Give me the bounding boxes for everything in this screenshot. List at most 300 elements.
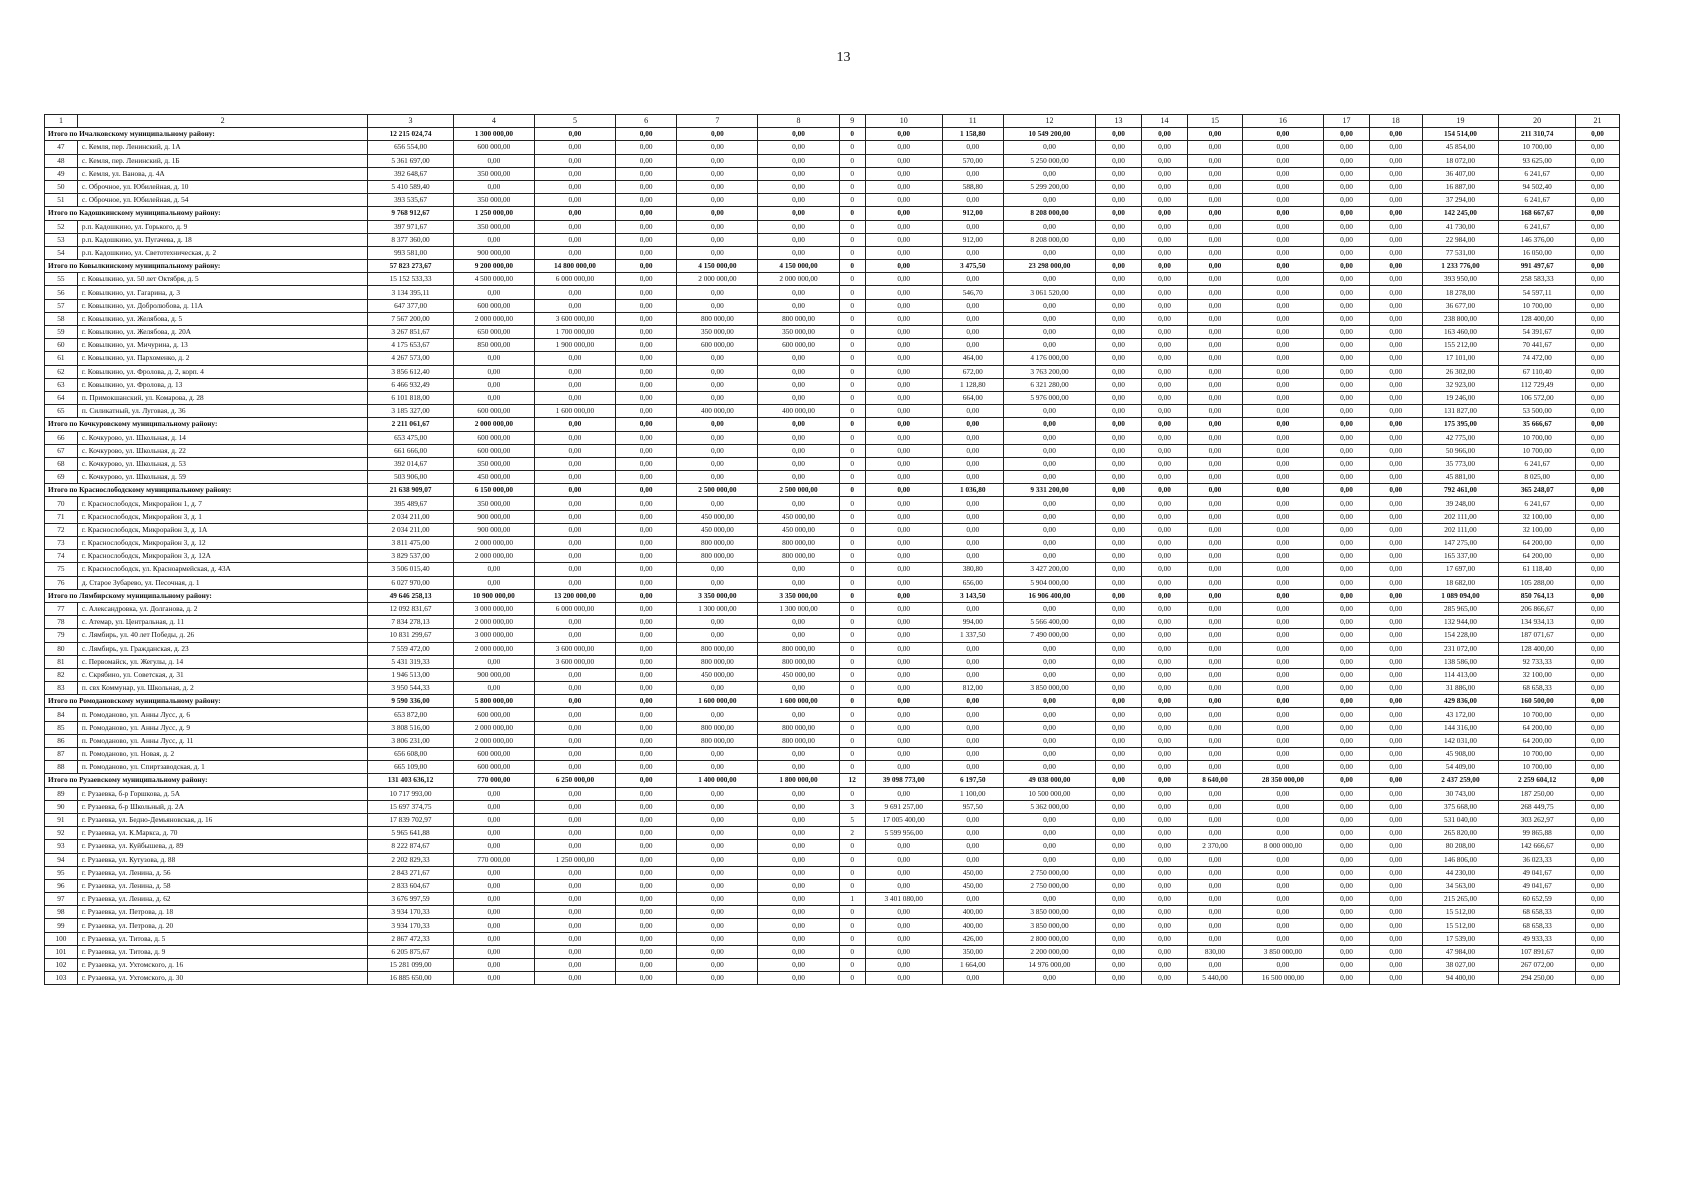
value-cell: 0,00 xyxy=(1242,695,1323,708)
row-number-cell: 64 xyxy=(45,391,78,404)
value-cell: 60 652,59 xyxy=(1499,893,1576,906)
value-cell: 0,00 xyxy=(1142,906,1188,919)
value-cell: 0,00 xyxy=(1323,906,1369,919)
value-cell: 0,00 xyxy=(1323,194,1369,207)
value-cell: 10 700,00 xyxy=(1499,748,1576,761)
value-cell: 0,00 xyxy=(1323,576,1369,589)
value-cell: 294 250,00 xyxy=(1499,972,1576,985)
value-cell: 44 230,00 xyxy=(1422,866,1499,879)
district-total-row xyxy=(45,695,1620,708)
value-cell: 0,00 xyxy=(758,167,839,180)
value-cell: 0,00 xyxy=(865,721,942,734)
building-row xyxy=(45,563,1620,576)
value-cell: 0,00 xyxy=(1142,167,1188,180)
value-cell: 600 000,00 xyxy=(453,299,534,312)
value-cell: 0,00 xyxy=(1242,629,1323,642)
value-cell: 3 806 231,00 xyxy=(368,734,453,747)
value-cell: 0,00 xyxy=(758,879,839,892)
value-cell: 0,00 xyxy=(1142,352,1188,365)
value-cell: 0,00 xyxy=(1003,655,1095,668)
value-cell: 400 000,00 xyxy=(758,405,839,418)
value-cell: 0,00 xyxy=(1576,523,1620,536)
row-number-cell: 57 xyxy=(45,299,78,312)
value-cell: 1 664,00 xyxy=(942,959,1003,972)
value-cell: 142 245,00 xyxy=(1422,207,1499,220)
row-number-cell: 62 xyxy=(45,365,78,378)
value-cell: 0,00 xyxy=(1096,207,1142,220)
address-cell: г. Рузаевка, ул. Ухтомского, д. 16 xyxy=(77,959,367,972)
value-cell: 450 000,00 xyxy=(758,523,839,536)
value-cell: 0,00 xyxy=(1323,695,1369,708)
value-cell: 36 023,33 xyxy=(1499,853,1576,866)
value-cell: 0,00 xyxy=(1576,326,1620,339)
value-cell: 0,00 xyxy=(1576,800,1620,813)
value-cell: 656 608,00 xyxy=(368,748,453,761)
value-cell: 0,00 xyxy=(1323,642,1369,655)
value-cell: 0,00 xyxy=(1142,668,1188,681)
building-row xyxy=(45,827,1620,840)
row-number-cell: 89 xyxy=(45,787,78,800)
value-cell: 5 xyxy=(839,813,865,826)
value-cell: 2 000 000,00 xyxy=(758,273,839,286)
value-cell: 3 829 537,00 xyxy=(368,550,453,563)
value-cell: 0,00 xyxy=(1142,550,1188,563)
value-cell: 0,00 xyxy=(1242,220,1323,233)
value-cell: 0,00 xyxy=(865,959,942,972)
value-cell: 0,00 xyxy=(1096,194,1142,207)
value-cell: 8 377 360,00 xyxy=(368,233,453,246)
value-cell: 3 676 997,59 xyxy=(368,893,453,906)
value-cell: 0,00 xyxy=(1576,959,1620,972)
address-cell: г. Рузаевка, ул. Ленина, д. 62 xyxy=(77,893,367,906)
value-cell: 0,00 xyxy=(1242,207,1323,220)
value-cell: 0,00 xyxy=(1142,642,1188,655)
value-cell: 0,00 xyxy=(1003,550,1095,563)
value-cell: 8 640,00 xyxy=(1188,774,1243,787)
value-cell: 0,00 xyxy=(1323,167,1369,180)
value-cell: 0,00 xyxy=(758,748,839,761)
value-cell: 647 377,00 xyxy=(368,299,453,312)
value-cell: 231 072,00 xyxy=(1422,642,1499,655)
value-cell: 0 xyxy=(839,616,865,629)
value-cell: 600 000,00 xyxy=(453,761,534,774)
building-row xyxy=(45,391,1620,404)
value-cell: 0,00 xyxy=(1242,602,1323,615)
value-cell: 0,00 xyxy=(1242,866,1323,879)
value-cell: 0,00 xyxy=(1242,141,1323,154)
value-cell: 0,00 xyxy=(1096,167,1142,180)
value-cell: 0,00 xyxy=(1576,352,1620,365)
value-cell: 0,00 xyxy=(1369,273,1422,286)
value-cell: 0,00 xyxy=(534,431,615,444)
value-cell: 600 000,00 xyxy=(677,339,758,352)
building-row xyxy=(45,893,1620,906)
value-cell: 661 666,00 xyxy=(368,444,453,457)
value-cell: 0,00 xyxy=(1369,919,1422,932)
value-cell: 2 000 000,00 xyxy=(453,418,534,431)
value-cell: 0,00 xyxy=(1576,695,1620,708)
value-cell: 0,00 xyxy=(865,484,942,497)
value-cell: 0,00 xyxy=(453,840,534,853)
value-cell: 0,00 xyxy=(1576,273,1620,286)
value-cell: 0,00 xyxy=(942,471,1003,484)
value-cell: 0,00 xyxy=(453,365,534,378)
value-cell: 0,00 xyxy=(1188,919,1243,932)
value-cell: 0,00 xyxy=(1369,260,1422,273)
value-cell: 9 331 200,00 xyxy=(1003,484,1095,497)
value-cell: 42 775,00 xyxy=(1422,431,1499,444)
value-cell: 800 000,00 xyxy=(758,734,839,747)
value-cell: 0,00 xyxy=(1576,879,1620,892)
value-cell: 0,00 xyxy=(1096,563,1142,576)
value-cell: 0,00 xyxy=(1188,550,1243,563)
value-cell: 2 000 000,00 xyxy=(453,550,534,563)
value-cell: 0 xyxy=(839,431,865,444)
value-cell: 142 031,00 xyxy=(1422,734,1499,747)
address-cell: г. Ковылкино, ул. 50 лет Октября, д. 5 xyxy=(77,273,367,286)
row-number-cell: 92 xyxy=(45,827,78,840)
value-cell: 5 965 641,88 xyxy=(368,827,453,840)
row-number-cell: 80 xyxy=(45,642,78,655)
address-cell: г. Ковылкино, ул. Гагарина, д. 3 xyxy=(77,286,367,299)
value-cell: 0,00 xyxy=(615,326,676,339)
value-cell: 350 000,00 xyxy=(453,220,534,233)
value-cell: 0,00 xyxy=(942,339,1003,352)
value-cell: 0,00 xyxy=(534,220,615,233)
value-cell: 0,00 xyxy=(1003,457,1095,470)
value-cell: 0 xyxy=(839,748,865,761)
building-row xyxy=(45,642,1620,655)
value-cell: 0 xyxy=(839,761,865,774)
value-cell: 3 850 000,00 xyxy=(1003,919,1095,932)
building-row xyxy=(45,840,1620,853)
value-cell: 6 466 932,49 xyxy=(368,378,453,391)
value-cell: 1 300 000,00 xyxy=(758,602,839,615)
building-row xyxy=(45,616,1620,629)
value-cell: 0,00 xyxy=(1576,207,1620,220)
value-cell: 0,00 xyxy=(1003,853,1095,866)
value-cell: 0,00 xyxy=(942,748,1003,761)
value-cell: 0,00 xyxy=(677,352,758,365)
value-cell: 912,00 xyxy=(942,233,1003,246)
value-cell: 134 934,13 xyxy=(1499,616,1576,629)
value-cell: 0,00 xyxy=(615,616,676,629)
building-row xyxy=(45,299,1620,312)
value-cell: 0,00 xyxy=(1323,326,1369,339)
value-cell: 0,00 xyxy=(865,708,942,721)
value-cell: 0,00 xyxy=(865,391,942,404)
value-cell: 0,00 xyxy=(677,246,758,259)
value-cell: 0,00 xyxy=(615,774,676,787)
value-cell: 0,00 xyxy=(1369,906,1422,919)
value-cell: 0,00 xyxy=(865,523,942,536)
address-cell: г. Краснослободск, Микрорайон 1, д. 7 xyxy=(77,497,367,510)
value-cell: 0,00 xyxy=(1369,220,1422,233)
value-cell: 0,00 xyxy=(677,906,758,919)
value-cell: 0,00 xyxy=(1003,444,1095,457)
value-cell: 0,00 xyxy=(1369,339,1422,352)
value-cell: 3 350 000,00 xyxy=(677,589,758,602)
address-cell: с. Скрябино, ул. Советская, д. 31 xyxy=(77,668,367,681)
value-cell: 0,00 xyxy=(1576,629,1620,642)
row-number-cell: 90 xyxy=(45,800,78,813)
value-cell: 0,00 xyxy=(1188,365,1243,378)
value-cell: 0,00 xyxy=(1576,537,1620,550)
address-cell: г. Краснослободск, Микрорайон 3, д. 12А xyxy=(77,550,367,563)
value-cell: 0,00 xyxy=(758,352,839,365)
row-number-cell: 77 xyxy=(45,602,78,615)
address-cell: с. Кочкурово, ул. Школьная, д. 22 xyxy=(77,444,367,457)
value-cell: 0,00 xyxy=(1188,616,1243,629)
value-cell: 2 000 000,00 xyxy=(453,734,534,747)
value-cell: 0,00 xyxy=(1096,141,1142,154)
value-cell: 0,00 xyxy=(1242,154,1323,167)
value-cell: 0,00 xyxy=(1096,629,1142,642)
value-cell: 1 128,80 xyxy=(942,378,1003,391)
value-cell: 10 831 299,67 xyxy=(368,629,453,642)
value-cell: 0,00 xyxy=(1188,695,1243,708)
column-number-cell: 2 xyxy=(77,115,367,128)
value-cell: 0,00 xyxy=(534,180,615,193)
row-number-cell: 61 xyxy=(45,352,78,365)
value-cell: 350 000,00 xyxy=(453,457,534,470)
value-cell: 32 100,00 xyxy=(1499,523,1576,536)
value-cell: 0,00 xyxy=(865,655,942,668)
value-cell: 64 200,00 xyxy=(1499,550,1576,563)
value-cell: 0,00 xyxy=(1003,748,1095,761)
value-cell: 37 294,00 xyxy=(1422,194,1499,207)
value-cell: 0 xyxy=(839,866,865,879)
value-cell: 0 xyxy=(839,721,865,734)
value-cell: 0,00 xyxy=(1096,497,1142,510)
value-cell: 0 xyxy=(839,629,865,642)
address-cell: г. Ковылкино, ул. Мичурина, д. 13 xyxy=(77,339,367,352)
value-cell: 0,00 xyxy=(865,312,942,325)
value-cell: 600 000,00 xyxy=(453,141,534,154)
value-cell: 3 850 000,00 xyxy=(1003,906,1095,919)
value-cell: 0,00 xyxy=(615,708,676,721)
value-cell: 0,00 xyxy=(453,563,534,576)
value-cell: 0,00 xyxy=(1003,708,1095,721)
value-cell: 5 599 956,00 xyxy=(865,827,942,840)
value-cell: 0,00 xyxy=(1323,537,1369,550)
value-cell: 0,00 xyxy=(534,682,615,695)
address-cell: г. Ковылкино, ул. Пархоменко, д. 2 xyxy=(77,352,367,365)
value-cell: 0,00 xyxy=(1369,616,1422,629)
address-cell: г. Рузаевка, ул. Петрова, д. 18 xyxy=(77,906,367,919)
building-row xyxy=(45,813,1620,826)
value-cell: 0,00 xyxy=(1096,471,1142,484)
value-cell: 0,00 xyxy=(758,233,839,246)
value-cell: 0,00 xyxy=(1369,167,1422,180)
district-total-row xyxy=(45,484,1620,497)
value-cell: 0,00 xyxy=(1003,761,1095,774)
value-cell: 0,00 xyxy=(758,128,839,141)
value-cell: 0,00 xyxy=(942,827,1003,840)
value-cell: 0,00 xyxy=(1369,180,1422,193)
value-cell: 0,00 xyxy=(865,787,942,800)
building-row xyxy=(45,919,1620,932)
address-cell: г. Ковылкино, ул. Желябова, д. 5 xyxy=(77,312,367,325)
value-cell: 0,00 xyxy=(677,286,758,299)
row-number-cell: 60 xyxy=(45,339,78,352)
value-cell: 0,00 xyxy=(1369,853,1422,866)
value-cell: 0,00 xyxy=(865,154,942,167)
value-cell: 0,00 xyxy=(1142,616,1188,629)
value-cell: 0,00 xyxy=(1576,180,1620,193)
value-cell: 800 000,00 xyxy=(758,642,839,655)
value-cell: 0,00 xyxy=(1576,827,1620,840)
value-cell: 0,00 xyxy=(1369,800,1422,813)
value-cell: 0,00 xyxy=(1576,602,1620,615)
value-cell: 0,00 xyxy=(1242,748,1323,761)
value-cell: 165 337,00 xyxy=(1422,550,1499,563)
value-cell: 0 xyxy=(839,550,865,563)
row-number-cell: 101 xyxy=(45,945,78,958)
value-cell: 5 904 000,00 xyxy=(1003,576,1095,589)
value-cell: 8 208 000,00 xyxy=(1003,207,1095,220)
value-cell: 0,00 xyxy=(615,813,676,826)
value-cell: 3 350 000,00 xyxy=(758,589,839,602)
value-cell: 900 000,00 xyxy=(453,510,534,523)
value-cell: 0,00 xyxy=(1188,668,1243,681)
value-cell: 0 xyxy=(839,879,865,892)
building-row xyxy=(45,906,1620,919)
address-cell: г. Ковылкино, ул. Фролова, д. 13 xyxy=(77,378,367,391)
value-cell: 0,00 xyxy=(677,800,758,813)
value-cell: 0,00 xyxy=(1096,233,1142,246)
value-cell: 350 000,00 xyxy=(453,194,534,207)
value-cell: 0,00 xyxy=(1188,128,1243,141)
value-cell: 0,00 xyxy=(1576,682,1620,695)
address-cell: г. Рузаевка, б-р Горшкова, д. 5А xyxy=(77,787,367,800)
row-number-cell: 99 xyxy=(45,919,78,932)
value-cell: 0,00 xyxy=(1003,668,1095,681)
address-cell: г. Краснослободск, Микрорайон 3, д. 1 xyxy=(77,510,367,523)
value-cell: 0,00 xyxy=(453,655,534,668)
value-cell: 0,00 xyxy=(534,537,615,550)
row-number-cell: 95 xyxy=(45,866,78,879)
value-cell: 0 xyxy=(839,418,865,431)
building-row xyxy=(45,286,1620,299)
value-cell: 0,00 xyxy=(1142,629,1188,642)
building-row xyxy=(45,431,1620,444)
value-cell: 0,00 xyxy=(1188,959,1243,972)
value-cell: 800 000,00 xyxy=(677,537,758,550)
value-cell: 0,00 xyxy=(1369,695,1422,708)
value-cell: 0,00 xyxy=(677,813,758,826)
value-cell: 653 872,00 xyxy=(368,708,453,721)
value-cell: 0,00 xyxy=(1323,378,1369,391)
value-cell: 0,00 xyxy=(942,312,1003,325)
value-cell: 0,00 xyxy=(1242,576,1323,589)
value-cell: 2 800 000,00 xyxy=(1003,932,1095,945)
value-cell: 0,00 xyxy=(1188,273,1243,286)
column-number-cell: 12 xyxy=(1003,115,1095,128)
value-cell: 0,00 xyxy=(1369,497,1422,510)
value-cell: 0,00 xyxy=(1096,893,1142,906)
value-cell: 0,00 xyxy=(453,959,534,972)
value-cell: 0,00 xyxy=(615,866,676,879)
value-cell: 0,00 xyxy=(1188,378,1243,391)
value-cell: 0,00 xyxy=(1242,787,1323,800)
address-cell: г. Рузаевка, ул. Петрова, д. 20 xyxy=(77,919,367,932)
value-cell: 0,00 xyxy=(865,246,942,259)
value-cell: 0,00 xyxy=(865,537,942,550)
value-cell: 0,00 xyxy=(1142,945,1188,958)
value-cell: 0,00 xyxy=(1142,326,1188,339)
value-cell: 0,00 xyxy=(615,484,676,497)
row-number-cell: 93 xyxy=(45,840,78,853)
building-row xyxy=(45,787,1620,800)
value-cell: 0,00 xyxy=(615,734,676,747)
value-cell: 0,00 xyxy=(1242,180,1323,193)
value-cell: 0 xyxy=(839,589,865,602)
value-cell: 49 933,33 xyxy=(1499,932,1576,945)
value-cell: 93 625,00 xyxy=(1499,154,1576,167)
address-cell: с. Кемля, пер. Ленинский, д. 1А xyxy=(77,141,367,154)
value-cell: 0,00 xyxy=(758,787,839,800)
value-cell: 600 000,00 xyxy=(453,708,534,721)
value-cell: 12 092 831,67 xyxy=(368,602,453,615)
value-cell: 0,00 xyxy=(1576,655,1620,668)
value-cell: 0,00 xyxy=(1003,273,1095,286)
value-cell: 792 461,00 xyxy=(1422,484,1499,497)
building-row xyxy=(45,233,1620,246)
value-cell: 0,00 xyxy=(865,945,942,958)
value-cell: 365 248,07 xyxy=(1499,484,1576,497)
value-cell: 0,00 xyxy=(1576,405,1620,418)
value-cell: 0,00 xyxy=(453,233,534,246)
value-cell: 0,00 xyxy=(1142,827,1188,840)
value-cell: 0,00 xyxy=(1242,761,1323,774)
value-cell: 0,00 xyxy=(865,431,942,444)
address-cell: п. свх Коммунар, ул. Школьная, д. 2 xyxy=(77,682,367,695)
value-cell: 16 500 000,00 xyxy=(1242,972,1323,985)
value-cell: 0,00 xyxy=(1242,471,1323,484)
value-cell: 0,00 xyxy=(1576,510,1620,523)
value-cell: 0,00 xyxy=(1142,141,1188,154)
value-cell: 0,00 xyxy=(1242,668,1323,681)
value-cell: 0,00 xyxy=(1096,972,1142,985)
column-number-cell: 21 xyxy=(1576,115,1620,128)
value-cell: 0,00 xyxy=(1576,576,1620,589)
value-cell: 0,00 xyxy=(1188,326,1243,339)
value-cell: 8 208 000,00 xyxy=(1003,233,1095,246)
value-cell: 0,00 xyxy=(1576,893,1620,906)
value-cell: 0,00 xyxy=(1096,180,1142,193)
value-cell: 6 241,67 xyxy=(1499,220,1576,233)
row-number-cell: 98 xyxy=(45,906,78,919)
value-cell: 0,00 xyxy=(1188,352,1243,365)
value-cell: 0,00 xyxy=(1369,879,1422,892)
value-cell: 900 000,00 xyxy=(453,246,534,259)
value-cell: 0,00 xyxy=(615,932,676,945)
value-cell: 0,00 xyxy=(534,906,615,919)
value-cell: 6 101 818,00 xyxy=(368,391,453,404)
value-cell: 23 298 000,00 xyxy=(1003,260,1095,273)
value-cell: 0,00 xyxy=(865,233,942,246)
building-row xyxy=(45,154,1620,167)
value-cell: 0,00 xyxy=(1242,339,1323,352)
value-cell: 0,00 xyxy=(1323,893,1369,906)
value-cell: 0,00 xyxy=(1142,734,1188,747)
district-total-row xyxy=(45,128,1620,141)
column-number-cell: 8 xyxy=(758,115,839,128)
value-cell: 92 733,33 xyxy=(1499,655,1576,668)
value-cell: 18 682,00 xyxy=(1422,576,1499,589)
column-number-cell: 6 xyxy=(615,115,676,128)
